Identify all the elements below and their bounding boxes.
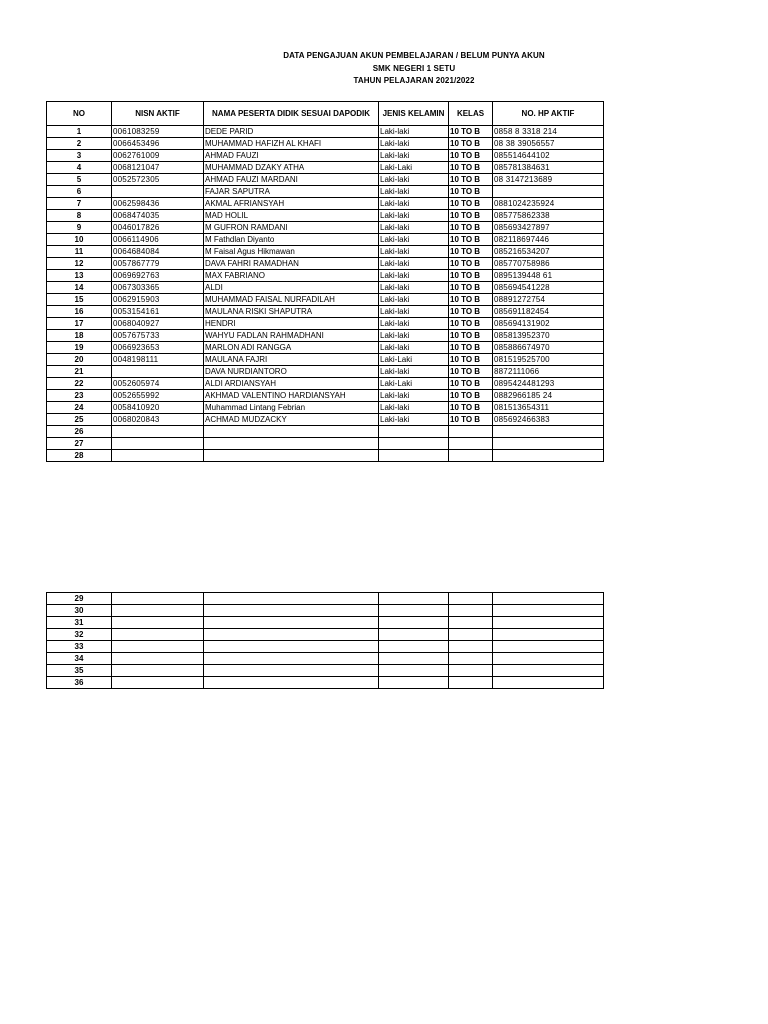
table-row: [47, 330, 604, 342]
cell-nama: Muhammad Lintang Febrian: [204, 402, 379, 414]
cell-no: 10: [47, 234, 112, 246]
cell-nisn: 0046017826: [112, 222, 204, 234]
cell-nisn: 0069692763: [112, 270, 204, 282]
cell-hp: [493, 641, 604, 653]
cell-nisn: 0068040927: [112, 318, 204, 330]
cell-jk: Laki-laki: [379, 366, 449, 378]
table-row: [47, 150, 604, 162]
cell-kelas: 10 TO B: [449, 414, 493, 426]
cell-nama: M Faisal Agus Hikmawan: [204, 246, 379, 258]
cell-nisn: 0066923653: [112, 342, 204, 354]
cell-hp: [493, 653, 604, 665]
cell-jk: Laki-laki: [379, 402, 449, 414]
cell-jk: Laki-laki: [379, 330, 449, 342]
cell-kelas: 10 TO B: [449, 342, 493, 354]
cell-kelas: 10 TO B: [449, 234, 493, 246]
table-row: [47, 222, 604, 234]
cell-no: 36: [47, 677, 112, 689]
cell-hp: 085514644102: [493, 150, 604, 162]
cell-nisn: [112, 450, 204, 462]
cell-jk: Laki-laki: [379, 318, 449, 330]
table-row: [47, 210, 604, 222]
cell-no: 34: [47, 653, 112, 665]
cell-nama: MAULANA FAJRI: [204, 354, 379, 366]
cell-hp: 085216534207: [493, 246, 604, 258]
cell-kelas: 10 TO B: [449, 138, 493, 150]
cell-nama: AKMAL AFRIANSYAH: [204, 198, 379, 210]
cell-no: 4: [47, 162, 112, 174]
cell-nisn: [112, 653, 204, 665]
cell-kelas: 10 TO B: [449, 366, 493, 378]
cell-kelas: 10 TO B: [449, 390, 493, 402]
cell-nama: MARLON ADI RANGGA: [204, 342, 379, 354]
cell-hp: [493, 629, 604, 641]
cell-no: 12: [47, 258, 112, 270]
table-row: [47, 402, 604, 414]
cell-nisn: 0068121047: [112, 162, 204, 174]
table-row: [47, 450, 604, 462]
cell-nama: [204, 665, 379, 677]
cell-nama: [204, 629, 379, 641]
cell-kelas: [449, 653, 493, 665]
cell-no: 14: [47, 282, 112, 294]
table-row: [47, 282, 604, 294]
cell-hp: [493, 426, 604, 438]
table-row: [47, 354, 604, 366]
cell-nisn: [112, 605, 204, 617]
cell-kelas: 10 TO B: [449, 294, 493, 306]
table-row: [47, 138, 604, 150]
cell-nama: [204, 677, 379, 689]
table-row: [47, 234, 604, 246]
cell-nisn: 0058410920: [112, 402, 204, 414]
academic-year: TAHUN PELAJARAN 2021/2022: [353, 76, 475, 85]
cell-jk: [379, 665, 449, 677]
cell-jk: Laki-laki: [379, 186, 449, 198]
cell-no: 20: [47, 354, 112, 366]
cell-kelas: [449, 617, 493, 629]
cell-no: 17: [47, 318, 112, 330]
cell-nama: MUHAMMAD HAFIZH AL KHAFI: [204, 138, 379, 150]
cell-no: 25: [47, 414, 112, 426]
cell-no: 26: [47, 426, 112, 438]
cell-jk: Laki-Laki: [379, 162, 449, 174]
cell-hp: 0895139448 61: [493, 270, 604, 282]
table-row: [47, 186, 604, 198]
table-row: [47, 414, 604, 426]
cell-hp: [493, 438, 604, 450]
cell-no: 16: [47, 306, 112, 318]
cell-hp: 08 38 39056557: [493, 138, 604, 150]
cell-nama: MAULANA RISKI SHAPUTRA: [204, 306, 379, 318]
table-row: [47, 426, 604, 438]
cell-kelas: [449, 593, 493, 605]
cell-nama: M Fathdlan Diyanto: [204, 234, 379, 246]
table-row: [47, 665, 604, 677]
cell-nisn: 0052572305: [112, 174, 204, 186]
cell-nama: [204, 653, 379, 665]
cell-jk: [379, 617, 449, 629]
cell-nisn: 0068474035: [112, 210, 204, 222]
cell-kelas: 10 TO B: [449, 402, 493, 414]
cell-kelas: 10 TO B: [449, 162, 493, 174]
cell-hp: 0858 8 3318 214: [493, 126, 604, 138]
cell-no: 33: [47, 641, 112, 653]
cell-kelas: 10 TO B: [449, 198, 493, 210]
cell-nisn: 0068020843: [112, 414, 204, 426]
cell-jk: Laki-laki: [379, 270, 449, 282]
cell-nama: MAD HOLIL: [204, 210, 379, 222]
table-row: [47, 174, 604, 186]
cell-nisn: [112, 426, 204, 438]
table-row: [47, 653, 604, 665]
cell-jk: [379, 677, 449, 689]
cell-jk: Laki-laki: [379, 282, 449, 294]
cell-hp: 8872111066: [493, 366, 604, 378]
table-row: [47, 378, 604, 390]
cell-hp: 0895424481293: [493, 378, 604, 390]
cell-jk: [379, 653, 449, 665]
table-row: [47, 258, 604, 270]
document-header: [0, 50, 768, 88]
cell-jk: Laki-laki: [379, 222, 449, 234]
cell-kelas: [449, 605, 493, 617]
header-no: NO: [47, 102, 112, 126]
cell-nama: [204, 641, 379, 653]
cell-hp: [493, 593, 604, 605]
student-table: [46, 101, 604, 462]
cell-hp: 085692466383: [493, 414, 604, 426]
table-row: [47, 605, 604, 617]
table-row: [47, 677, 604, 689]
cell-nisn: 0066114906: [112, 234, 204, 246]
cell-jk: Laki-laki: [379, 342, 449, 354]
table-row: [47, 162, 604, 174]
cell-nisn: 0064684084: [112, 246, 204, 258]
cell-hp: 085813952370: [493, 330, 604, 342]
cell-hp: 0882966185 24: [493, 390, 604, 402]
cell-jk: [379, 450, 449, 462]
table-row: [47, 593, 604, 605]
table-row: [47, 629, 604, 641]
cell-kelas: 10 TO B: [449, 318, 493, 330]
cell-jk: Laki-laki: [379, 198, 449, 210]
cell-nama: WAHYU FADLAN RAHMADHANI: [204, 330, 379, 342]
header-hp: NO. HP AKTIF: [493, 102, 604, 126]
cell-jk: [379, 605, 449, 617]
cell-hp: 085781384631: [493, 162, 604, 174]
cell-hp: 081519525700: [493, 354, 604, 366]
cell-nama: MAX FABRIANO: [204, 270, 379, 282]
cell-kelas: [449, 450, 493, 462]
header-nama: NAMA PESERTA DIDIK SESUAI DAPODIK: [204, 102, 379, 126]
cell-kelas: 10 TO B: [449, 210, 493, 222]
table-row: [47, 306, 604, 318]
table-row: [47, 438, 604, 450]
cell-no: 8: [47, 210, 112, 222]
cell-no: 24: [47, 402, 112, 414]
cell-no: 28: [47, 450, 112, 462]
header-jenis-kelamin: JENIS KELAMIN: [379, 102, 449, 126]
cell-no: 32: [47, 629, 112, 641]
cell-jk: [379, 426, 449, 438]
cell-no: 23: [47, 390, 112, 402]
cell-no: 18: [47, 330, 112, 342]
table-row: [47, 390, 604, 402]
cell-hp: 085694541228: [493, 282, 604, 294]
table-row: [47, 198, 604, 210]
cell-jk: Laki-laki: [379, 210, 449, 222]
cell-nisn: [112, 186, 204, 198]
cell-jk: Laki-Laki: [379, 378, 449, 390]
cell-nama: ALDI: [204, 282, 379, 294]
table-row: [47, 318, 604, 330]
school-name: SMK NEGERI 1 SETU: [372, 63, 456, 73]
cell-hp: 08 3147213689: [493, 174, 604, 186]
table-row: [47, 294, 604, 306]
cell-kelas: [449, 438, 493, 450]
student-table-continued: [46, 592, 604, 689]
cell-nisn: [112, 593, 204, 605]
cell-jk: Laki-laki: [379, 306, 449, 318]
cell-nisn: [112, 438, 204, 450]
cell-nama: HENDRI: [204, 318, 379, 330]
cell-hp: [493, 665, 604, 677]
cell-nisn: 0067303365: [112, 282, 204, 294]
cell-nisn: [112, 617, 204, 629]
cell-no: 15: [47, 294, 112, 306]
cell-nisn: 0062915903: [112, 294, 204, 306]
cell-nisn: [112, 665, 204, 677]
cell-jk: Laki-laki: [379, 258, 449, 270]
cell-jk: Laki-laki: [379, 390, 449, 402]
cell-nisn: [112, 629, 204, 641]
cell-nama: M GUFRON RAMDANI: [204, 222, 379, 234]
cell-nama: [204, 605, 379, 617]
cell-nisn: 0052655992: [112, 390, 204, 402]
cell-kelas: 10 TO B: [449, 246, 493, 258]
cell-hp: [493, 450, 604, 462]
cell-nama: DAVA FAHRI RAMADHAN: [204, 258, 379, 270]
cell-jk: Laki-laki: [379, 174, 449, 186]
cell-kelas: 10 TO B: [449, 354, 493, 366]
cell-hp: [493, 677, 604, 689]
cell-nama: [204, 450, 379, 462]
cell-no: 21: [47, 366, 112, 378]
cell-kelas: [449, 641, 493, 653]
cell-kelas: 10 TO B: [449, 258, 493, 270]
table-header-row: [47, 102, 604, 126]
cell-hp: 0881024235924: [493, 198, 604, 210]
cell-hp: 085694131902: [493, 318, 604, 330]
cell-nisn: 0048198111: [112, 354, 204, 366]
table-row: [47, 126, 604, 138]
cell-nama: [204, 593, 379, 605]
cell-no: 9: [47, 222, 112, 234]
table-row: [47, 617, 604, 629]
cell-no: 1: [47, 126, 112, 138]
cell-hp: [493, 186, 604, 198]
table-row: [47, 342, 604, 354]
cell-hp: 085770758986: [493, 258, 604, 270]
cell-no: 3: [47, 150, 112, 162]
cell-jk: [379, 641, 449, 653]
cell-hp: 085775862338: [493, 210, 604, 222]
cell-hp: 082118697446: [493, 234, 604, 246]
cell-no: 31: [47, 617, 112, 629]
cell-nama: [204, 617, 379, 629]
cell-no: 22: [47, 378, 112, 390]
header-kelas: KELAS: [449, 102, 493, 126]
cell-jk: [379, 438, 449, 450]
cell-nama: MUHAMMAD DZAKY ATHA: [204, 162, 379, 174]
cell-no: 7: [47, 198, 112, 210]
table-row: [47, 641, 604, 653]
cell-nama: DEDE PARID: [204, 126, 379, 138]
cell-no: 29: [47, 593, 112, 605]
table-row: [47, 246, 604, 258]
table-row: [47, 366, 604, 378]
table-row: [47, 270, 604, 282]
cell-hp: 085886674970: [493, 342, 604, 354]
cell-kelas: [449, 629, 493, 641]
cell-jk: Laki-Laki: [379, 354, 449, 366]
cell-hp: [493, 605, 604, 617]
cell-kelas: 10 TO B: [449, 270, 493, 282]
cell-kelas: 10 TO B: [449, 306, 493, 318]
cell-nama: [204, 438, 379, 450]
cell-nama: ALDI ARDIANSYAH: [204, 378, 379, 390]
cell-no: 13: [47, 270, 112, 282]
cell-kelas: [449, 426, 493, 438]
cell-jk: Laki-laki: [379, 246, 449, 258]
cell-nama: AKHMAD VALENTINO HARDIANSYAH: [204, 390, 379, 402]
cell-hp: [493, 617, 604, 629]
cell-hp: 08891272754: [493, 294, 604, 306]
cell-kelas: 10 TO B: [449, 186, 493, 198]
cell-no: 30: [47, 605, 112, 617]
cell-hp: 085691182454: [493, 306, 604, 318]
cell-kelas: [449, 665, 493, 677]
cell-nisn: [112, 677, 204, 689]
cell-jk: Laki-laki: [379, 150, 449, 162]
header-nisn: NISN AKTIF: [112, 102, 204, 126]
cell-kelas: 10 TO B: [449, 174, 493, 186]
cell-kelas: 10 TO B: [449, 282, 493, 294]
cell-nisn: 0057675733: [112, 330, 204, 342]
document-title: DATA PENGAJUAN AKUN PEMBELAJARAN / BELUM PUNYA AKUN: [283, 51, 545, 60]
cell-nama: FAJAR SAPUTRA: [204, 186, 379, 198]
cell-kelas: 10 TO B: [449, 126, 493, 138]
cell-hp: 081513654311: [493, 402, 604, 414]
cell-jk: [379, 593, 449, 605]
cell-jk: Laki-laki: [379, 126, 449, 138]
cell-kelas: 10 TO B: [449, 378, 493, 390]
cell-nisn: 0057867779: [112, 258, 204, 270]
cell-kelas: 10 TO B: [449, 150, 493, 162]
cell-nisn: 0066453496: [112, 138, 204, 150]
cell-nama: DAVA NURDIANTORO: [204, 366, 379, 378]
cell-nisn: 0062598436: [112, 198, 204, 210]
cell-no: 27: [47, 438, 112, 450]
cell-nama: MUHAMMAD FAISAL NURFADILAH: [204, 294, 379, 306]
cell-nisn: 0061083259: [112, 126, 204, 138]
cell-jk: Laki-laki: [379, 414, 449, 426]
cell-jk: Laki-laki: [379, 138, 449, 150]
cell-nisn: [112, 366, 204, 378]
cell-no: 6: [47, 186, 112, 198]
cell-kelas: 10 TO B: [449, 222, 493, 234]
cell-jk: Laki-laki: [379, 234, 449, 246]
cell-no: 35: [47, 665, 112, 677]
cell-nama: [204, 426, 379, 438]
cell-kelas: 10 TO B: [449, 330, 493, 342]
cell-no: 2: [47, 138, 112, 150]
cell-nisn: 0062761009: [112, 150, 204, 162]
cell-jk: Laki-laki: [379, 294, 449, 306]
cell-hp: 085693427897: [493, 222, 604, 234]
cell-nisn: [112, 641, 204, 653]
cell-no: 19: [47, 342, 112, 354]
cell-no: 5: [47, 174, 112, 186]
cell-nama: AHMAD FAUZI: [204, 150, 379, 162]
cell-nisn: 0052605974: [112, 378, 204, 390]
cell-jk: [379, 629, 449, 641]
cell-nama: AHMAD FAUZI MARDANI: [204, 174, 379, 186]
cell-no: 11: [47, 246, 112, 258]
cell-nisn: 0053154161: [112, 306, 204, 318]
cell-kelas: [449, 677, 493, 689]
cell-nama: ACHMAD MUDZACKY: [204, 414, 379, 426]
